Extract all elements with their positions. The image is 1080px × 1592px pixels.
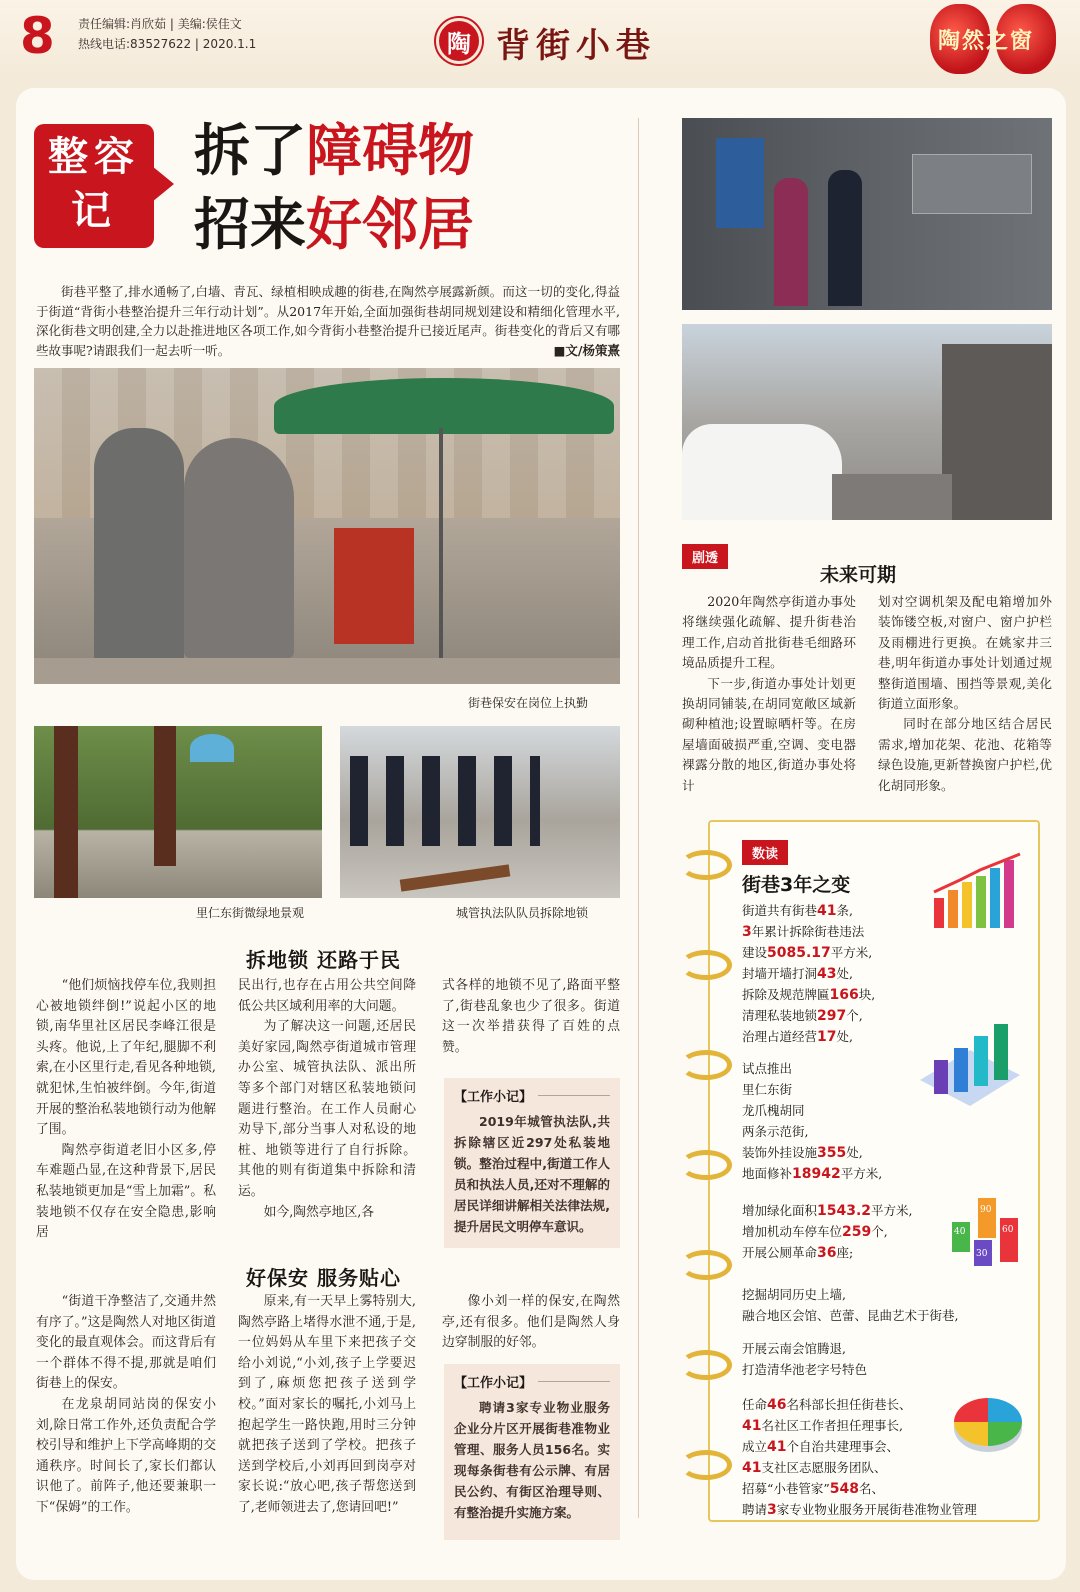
paragraph: 原来,有一天早上雾特别大,陶然亭路上堵得水泄不通,于是,一位妈妈从车里下来把孩子交给小刘说,“小刘,孩子上学要迟到了,麻烦您把孩子送到学校。”面对家长的嘱托,小刘马上抱起学生一路快跑,用时三分钟就把孩子送到了学校。把孩子送到学校后,小刘再回到岗亭对家长说:“放心吧,孩子帮您送到了,老师领进去了,您请回吧!” bbox=[238, 1294, 416, 1515]
stat-line: 两条示范街, bbox=[742, 1124, 809, 1139]
wooden-post bbox=[154, 726, 176, 866]
alley-road bbox=[832, 474, 952, 520]
icon-label: 30 bbox=[976, 1249, 988, 1259]
headline-tag bbox=[34, 124, 154, 248]
stat-number: 166 bbox=[829, 987, 859, 1003]
paragraph: 如今,陶然亭地区,各 bbox=[263, 1204, 375, 1220]
stat-line: 融合地区会馆、芭蕾、昆曲艺术于街巷, bbox=[742, 1308, 959, 1323]
column-divider bbox=[638, 118, 639, 1518]
paragraph: 民出行,也存在占用公共空间降低公共区域利用率的大问题。 bbox=[238, 978, 416, 1014]
stat-line: 试点推出 bbox=[742, 1061, 793, 1076]
stat-text: 名科部长担任街巷长、 bbox=[786, 1397, 912, 1412]
stat-line bbox=[742, 1026, 875, 1047]
section-heading-guards: 好保安 服务贴心 bbox=[246, 1266, 401, 1290]
preview-title: 未来可期 bbox=[820, 564, 897, 586]
stat-number: 259 bbox=[842, 1224, 872, 1240]
stat-number: 46 bbox=[767, 1397, 787, 1413]
stat-line bbox=[742, 1415, 977, 1436]
stat-line bbox=[742, 984, 875, 1005]
stat-number: 1543.2 bbox=[817, 1203, 872, 1219]
stat-text: 处, bbox=[846, 1145, 863, 1160]
icon-label: 90 bbox=[980, 1205, 992, 1215]
stat-line bbox=[742, 942, 875, 963]
section-heading-locks: 拆地锁 还路于民 bbox=[246, 948, 401, 972]
stat-text: 条, bbox=[836, 903, 853, 918]
masthead bbox=[0, 0, 1080, 78]
stat-text: 拆除及规范牌匾 bbox=[742, 987, 830, 1002]
stat-text: 名社区工作者担任理事长, bbox=[761, 1418, 903, 1433]
stat-text: 增加机动车停车位 bbox=[742, 1224, 843, 1239]
stat-text: 座; bbox=[836, 1245, 854, 1260]
byline: ■文/杨策熹 bbox=[553, 342, 620, 358]
stat-text: 个自治共建理事会、 bbox=[786, 1439, 900, 1454]
icon-label: 40 bbox=[954, 1227, 966, 1237]
editor-line: 责任编辑:肖欣茹 | 美编:侯佳文 bbox=[78, 17, 242, 31]
headline-red: 障碍物 bbox=[306, 119, 474, 184]
stat-line bbox=[742, 1436, 977, 1457]
note-title: 【工作小记】 bbox=[454, 1086, 610, 1105]
stat-line bbox=[742, 1200, 913, 1221]
label-preview: 剧透 bbox=[682, 544, 728, 569]
stat-text: 处, bbox=[836, 1029, 853, 1044]
icon-bar bbox=[974, 1036, 988, 1086]
stat-number: 43 bbox=[817, 966, 837, 982]
caption-crew: 城管执法队队员拆除地锁 bbox=[456, 906, 589, 920]
stat-line bbox=[742, 1457, 977, 1478]
stat-number: 41 bbox=[742, 1460, 762, 1476]
headline-line-1 bbox=[194, 118, 474, 186]
street-name-plate bbox=[912, 154, 1032, 214]
stat-text: 名、 bbox=[859, 1481, 885, 1496]
icon-cube bbox=[978, 1198, 996, 1238]
paragraph: 在龙泉胡同站岗的保安小刘,除日常工作外,还负责配合学校引导和维护上下学高峰期的交通秩序。时间长了,家长们都认识他了。前阵子,他还要兼职一下“保姆”的工作。 bbox=[36, 1396, 216, 1515]
headline-tag-text bbox=[34, 130, 154, 238]
icon-bar bbox=[1004, 860, 1014, 928]
stat-block-brand bbox=[742, 1338, 867, 1380]
section2-column-3 bbox=[442, 1292, 620, 1354]
paragraph: 陶然亭街道老旧小区多,停车难题凸显,在这种背景下,居民私装地锁更加是“雪上加霜”。私装地锁不仅存在安全隐患,影响居 bbox=[36, 1142, 216, 1241]
section1-column-1 bbox=[36, 976, 216, 1244]
stat-text: 聘请 bbox=[742, 1502, 768, 1517]
stat-text: 成立 bbox=[742, 1439, 768, 1454]
bar-chart-icon bbox=[930, 852, 1026, 932]
editor-info bbox=[78, 14, 256, 54]
stat-line: 挖掘胡同历史上墙, bbox=[742, 1287, 846, 1302]
stat-line bbox=[742, 1142, 882, 1163]
ground bbox=[34, 658, 620, 684]
column-logo bbox=[930, 4, 1070, 76]
stat-line bbox=[742, 900, 875, 921]
section2-column-2 bbox=[238, 1292, 416, 1519]
3d-bar-chart-icon bbox=[920, 1020, 1020, 1110]
blue-umbrella bbox=[190, 734, 234, 762]
stat-line bbox=[742, 1005, 875, 1026]
preview-column-2 bbox=[878, 592, 1052, 796]
stat-block-staff bbox=[742, 1394, 977, 1520]
stat-number: 41 bbox=[817, 903, 837, 919]
headline-red: 好邻居 bbox=[306, 193, 474, 258]
stat-text: 街道共有街巷 bbox=[742, 903, 818, 918]
paragraph: 划对空调机架及配电箱增加外装饰镂空板,对窗户、窗户护栏及雨棚进行更换。在姚家井三巷,明年街道办事处计划通过规整街道围墙、围挡等景观,美化街道立面形象。 bbox=[878, 594, 1052, 712]
icon-slice bbox=[954, 1398, 988, 1422]
guard-booth bbox=[334, 528, 414, 644]
icon-bar bbox=[994, 1024, 1008, 1080]
removed-lock bbox=[400, 864, 511, 891]
binder-ring-icon bbox=[680, 1250, 732, 1280]
stat-line bbox=[742, 1499, 977, 1520]
note-body: 聘请3家专业物业服务企业分片区开展街巷准物业管理、服务人员156名。实现每条街巷有公示牌、有居民公约、有街区治理导则、有整治提升实施方案。 bbox=[454, 1400, 610, 1520]
umbrella-pole bbox=[439, 428, 443, 658]
paragraph: 式各样的地锁不见了,路面平整了,街巷乱象也少了很多。街道这一次举措获得了百姓的点赞。 bbox=[442, 978, 620, 1055]
binder-ring-icon bbox=[680, 1050, 732, 1080]
hotline-line: 热线电话:83527622 | 2020.1.1 bbox=[78, 37, 257, 51]
paragraph: “街道干净整洁了,交通井然有序了。”这是陶然人对地区街道变化的最直观体会。而这背后有一个群体不得不提,那就是咱们街巷上的保安。 bbox=[36, 1294, 216, 1392]
paragraph: 2020年陶然亭街道办事处将继续强化疏解、提升街巷治理工作,启动首批街巷毛细路环境品质提升工程。 bbox=[682, 594, 856, 671]
photo-green-park bbox=[34, 726, 322, 898]
stat-line bbox=[742, 1478, 977, 1499]
officers-group bbox=[350, 756, 540, 846]
stat-text: 建设 bbox=[742, 945, 768, 960]
column-logo-text: 陶然之窗 bbox=[938, 28, 1035, 54]
stat-text: 封墙开墙打洞 bbox=[742, 966, 818, 981]
binder-ring-icon bbox=[680, 850, 732, 880]
paragraph: “他们烦恼找停车位,我则担心被地锁绊倒!”说起小区的地锁,南华里社区居民李峰江很是头疼。他说,上了年纪,腿脚不利索,在小区里行走,看见各种地锁,就犯怵,生怕被绊倒。今年,街道开展的整治私装地锁行动为他解了围。 bbox=[36, 978, 216, 1138]
section1-column-2 bbox=[238, 976, 416, 1223]
caption-park: 里仁东街微绿地景观 bbox=[196, 906, 305, 920]
stat-number: 548 bbox=[829, 1481, 860, 1497]
camel-statue bbox=[184, 438, 294, 658]
stat-text: 个, bbox=[871, 1224, 888, 1239]
green-umbrella bbox=[274, 378, 614, 434]
stat-number: 41 bbox=[742, 1418, 762, 1434]
work-note-locks bbox=[444, 1078, 620, 1248]
stat-text: 清理私装地锁 bbox=[742, 1008, 818, 1023]
stat-number: 17 bbox=[817, 1029, 837, 1045]
icon-slice bbox=[988, 1422, 1022, 1446]
stat-number: 355 bbox=[817, 1145, 847, 1161]
pie-chart-icon bbox=[950, 1388, 1026, 1458]
wooden-post bbox=[54, 726, 78, 898]
stat-text: 开展公厕革命 bbox=[742, 1245, 818, 1260]
blue-door bbox=[716, 138, 764, 228]
binder-ring-icon bbox=[680, 1450, 732, 1480]
lead-paragraph bbox=[36, 282, 620, 360]
stat-text: 家专业物业服务开展街巷准物业管理 bbox=[776, 1502, 977, 1517]
photo-alley bbox=[682, 324, 1052, 520]
icon-slice bbox=[954, 1422, 988, 1446]
section1-column-3 bbox=[442, 976, 620, 1058]
icon-bar bbox=[948, 890, 958, 928]
caption-guard: 街巷保安在岗位上执勤 bbox=[468, 696, 589, 710]
headline-plain: 招来 bbox=[194, 193, 306, 258]
binder-ring-icon bbox=[680, 1150, 732, 1180]
icon-bar bbox=[990, 868, 1000, 928]
label-stats: 数读 bbox=[742, 840, 788, 865]
stat-line bbox=[742, 1163, 882, 1184]
headline-line-2 bbox=[194, 192, 474, 260]
stat-text: 任命 bbox=[742, 1397, 768, 1412]
stat-number: 36 bbox=[817, 1245, 837, 1261]
stat-text: 块, bbox=[858, 987, 876, 1002]
stat-line: 里仁东街 bbox=[742, 1082, 793, 1097]
headline-tag-line: 整容 bbox=[48, 134, 140, 180]
page-number: 8 bbox=[20, 7, 55, 65]
stat-line: 开展云南会馆腾退, bbox=[742, 1341, 846, 1356]
stat-block-pilot bbox=[742, 1058, 882, 1184]
stat-text: 平方米, bbox=[840, 1166, 883, 1181]
icon-bar bbox=[934, 1060, 948, 1094]
stat-line bbox=[742, 1394, 977, 1415]
note-title: 【工作小记】 bbox=[454, 1372, 610, 1391]
paragraph: 同时在部分地区结合居民需求,增加花架、花池、花箱等绿色设施,更新替换窗户护栏,优化胡同形象。 bbox=[878, 716, 1052, 793]
stat-text: 增加绿化面积 bbox=[742, 1203, 818, 1218]
paragraph: 下一步,街道办事处计划更换胡同铺装,在胡同宽敞区域新砌种植池;设置晾晒杆等。在房屋墙面破损严重,空调、变电器裸露分散的地区,街道办事处将计 bbox=[682, 675, 856, 793]
alley-wall bbox=[942, 344, 1052, 520]
stat-text: 地面修补 bbox=[742, 1166, 793, 1181]
stat-text: 处, bbox=[836, 966, 853, 981]
headline-plain: 拆了 bbox=[194, 119, 306, 184]
stat-number: 3 bbox=[742, 924, 752, 940]
stat-number: 5085.17 bbox=[767, 945, 831, 961]
icon-bar bbox=[976, 876, 986, 928]
stat-line bbox=[742, 963, 875, 984]
stat-number: 3 bbox=[767, 1502, 777, 1518]
paragraph: 为了解决这一问题,还居民美好家园,陶然亭街道城市管理办公室、城管执法队、派出所等多个部门对辖区私装地锁问题进行整治。在工作人员耐心劝导下,部分当事人对私设的地桩、地锁等进行了自行拆除。其他的则有街道集中拆除和清运。 bbox=[238, 1019, 416, 1199]
white-car bbox=[682, 424, 842, 520]
stat-line bbox=[742, 1221, 913, 1242]
stat-text: 装饰外挂设施 bbox=[742, 1145, 818, 1160]
stat-text: 平方米, bbox=[871, 1203, 913, 1218]
section-title: 背街小巷 bbox=[496, 26, 656, 66]
photo-lock-removal bbox=[340, 726, 620, 898]
statue bbox=[94, 428, 184, 668]
stat-line: 打造清华池老字号特色 bbox=[742, 1362, 868, 1377]
stat-text: 治理占道经营 bbox=[742, 1029, 818, 1044]
photo-guard-on-duty bbox=[34, 368, 620, 684]
stat-number: 18942 bbox=[792, 1166, 841, 1182]
binder-ring-icon bbox=[680, 1350, 732, 1380]
photo-street-sign bbox=[682, 118, 1052, 310]
icon-slice bbox=[988, 1398, 1022, 1422]
person-pink-coat bbox=[774, 178, 808, 306]
stats-heading: 街巷3年之变 bbox=[742, 874, 851, 896]
stat-block-culture bbox=[742, 1284, 958, 1326]
lead-text: 街巷平整了,排水通畅了,白墙、青瓦、绿植相映成趣的街巷,在陶然亭展露新颜。而这一切的变化,得益于街道“背街小巷整治提升三年行动计划”。从2017年开始,全面加强街巷胡同规划建设和精细化管理水平,深化街巷文明创建,全力以赴推进地区各项工作,如今背街小巷整治提升已接近尾声。街巷变化的背后又有哪些故事呢?请跟我们一起去听一听。 bbox=[36, 284, 620, 358]
icon-bar bbox=[954, 1048, 968, 1092]
icon-bar bbox=[934, 898, 944, 928]
note-body: 2019年城管执法队,共拆除辖区近297处私装地锁。整治过程中,街道工作人员和执法人员,还对不理解的居民详细讲解相关法律法规,提升居民文明停车意识。 bbox=[454, 1114, 610, 1234]
stat-number: 41 bbox=[767, 1439, 787, 1455]
section2-column-1 bbox=[36, 1292, 216, 1519]
paragraph: 像小刘一样的保安,在陶然亭,还有很多。他们是陶然人身边穿制服的好邻。 bbox=[442, 1294, 620, 1351]
binder-ring-icon bbox=[680, 950, 732, 980]
icon-label: 60 bbox=[1002, 1225, 1014, 1235]
stat-line: 龙爪槐胡同 bbox=[742, 1103, 805, 1118]
stat-text: 支社区志愿服务团队、 bbox=[761, 1460, 887, 1475]
stat-line bbox=[742, 921, 875, 942]
stat-text: 招募“小巷管家” bbox=[742, 1481, 830, 1496]
stat-text: 个, bbox=[846, 1008, 863, 1023]
work-note-guards bbox=[444, 1364, 620, 1540]
section-seal-icon: 陶 bbox=[436, 18, 482, 64]
stat-block-streets bbox=[742, 900, 875, 1047]
stat-block-green bbox=[742, 1200, 913, 1263]
preview-column-1 bbox=[682, 592, 856, 796]
stat-text: 年累计拆除街巷违法 bbox=[751, 924, 865, 939]
stat-text: 平方米, bbox=[830, 945, 873, 960]
cube-chart-icon bbox=[948, 1192, 1028, 1272]
stat-line bbox=[742, 1242, 913, 1263]
person-dark-coat bbox=[828, 170, 862, 306]
icon-bar bbox=[962, 882, 972, 928]
stat-number: 297 bbox=[817, 1008, 847, 1024]
headline-tag-line: 记 bbox=[71, 188, 117, 234]
